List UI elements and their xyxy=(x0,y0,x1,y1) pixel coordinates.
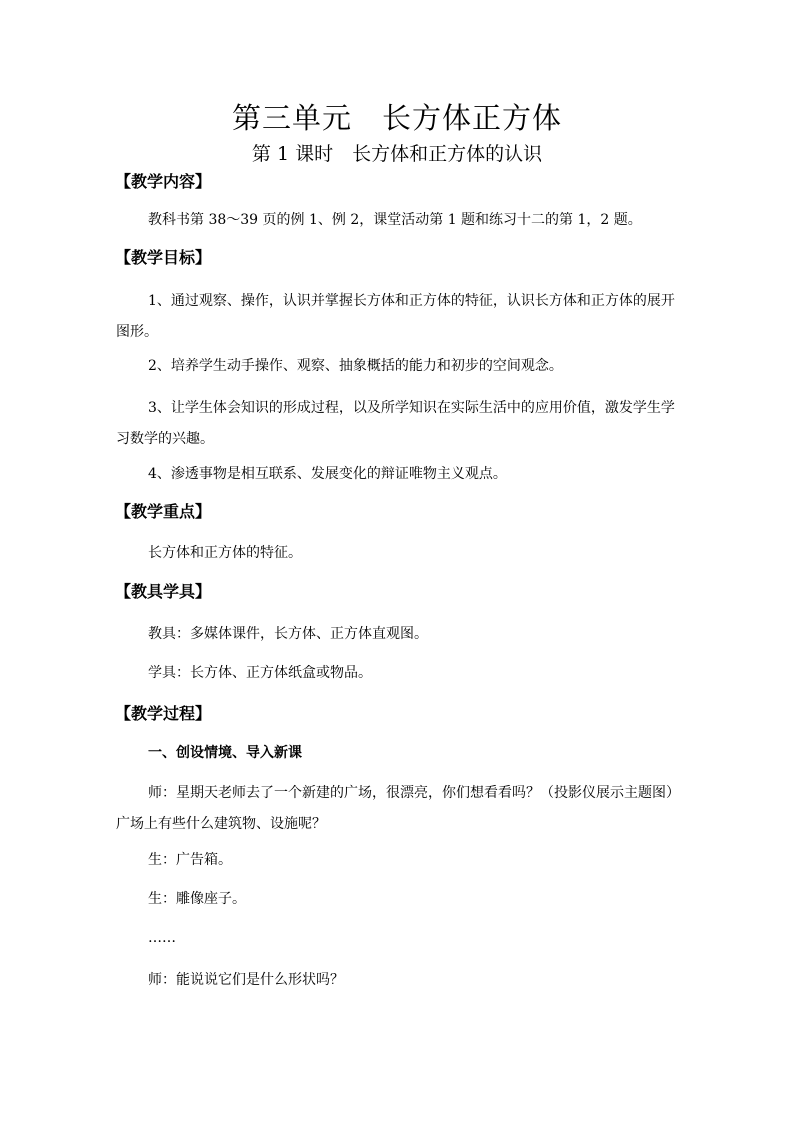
heading-teaching-tools: 【教具学具】 xyxy=(115,582,212,601)
unit-title: 第三单元 长方体正方体 xyxy=(231,101,562,135)
heading-teaching-goals: 【教学目标】 xyxy=(115,248,212,267)
process-line-4: …… xyxy=(148,930,176,946)
goal-item-3: 3、让学生体会知识的形成过程，以及所学知识在实际生活中的应用价值，激发学生学习数学的兴趣。 xyxy=(116,400,675,447)
teaching-focus-text: 长方体和正方体的特征。 xyxy=(148,545,302,561)
goal-item-2: 2、培养学生动手操作、观察、抽象概括的能力和初步的空间观念。 xyxy=(148,358,563,374)
process-line-2: 生：广告箱。 xyxy=(148,852,232,868)
goal-item-1: 1、通过观察、操作，认识并掌握长方体和正方体的特征，认识长方体和正方体的展开图形。 xyxy=(116,293,675,340)
heading-teaching-content: 【教学内容】 xyxy=(115,172,212,191)
lesson-subtitle: 第 1 课时 长方体和正方体的认识 xyxy=(251,143,543,165)
teaching-content-text: 教科书第 38～39 页的例 1、例 2，课堂活动第 1 题和练习十二的第 1，2 题。 xyxy=(148,212,642,228)
process-line-5: 师：能说说它们是什么形状吗？ xyxy=(148,972,344,988)
goal-item-4: 4、渗透事物是相互联系、发展变化的辩证唯物主义观点。 xyxy=(148,466,507,482)
heading-teaching-process: 【教学过程】 xyxy=(115,704,212,723)
process-line-1: 师：星期天老师去了一个新建的广场，很漂亮，你们想看看吗？（投影仪展示主题图）广场上有些什么建筑物、设施呢？ xyxy=(116,785,680,832)
process-line-3: 生：雕像座子。 xyxy=(148,891,246,907)
student-tools-text: 学具：长方体、正方体纸盒或物品。 xyxy=(148,665,372,681)
process-step-1-heading: 一、创设情境、导入新课 xyxy=(148,745,302,761)
heading-teaching-focus: 【教学重点】 xyxy=(115,502,212,521)
teacher-tools-text: 教具：多媒体课件，长方体、正方体直观图。 xyxy=(148,626,428,642)
